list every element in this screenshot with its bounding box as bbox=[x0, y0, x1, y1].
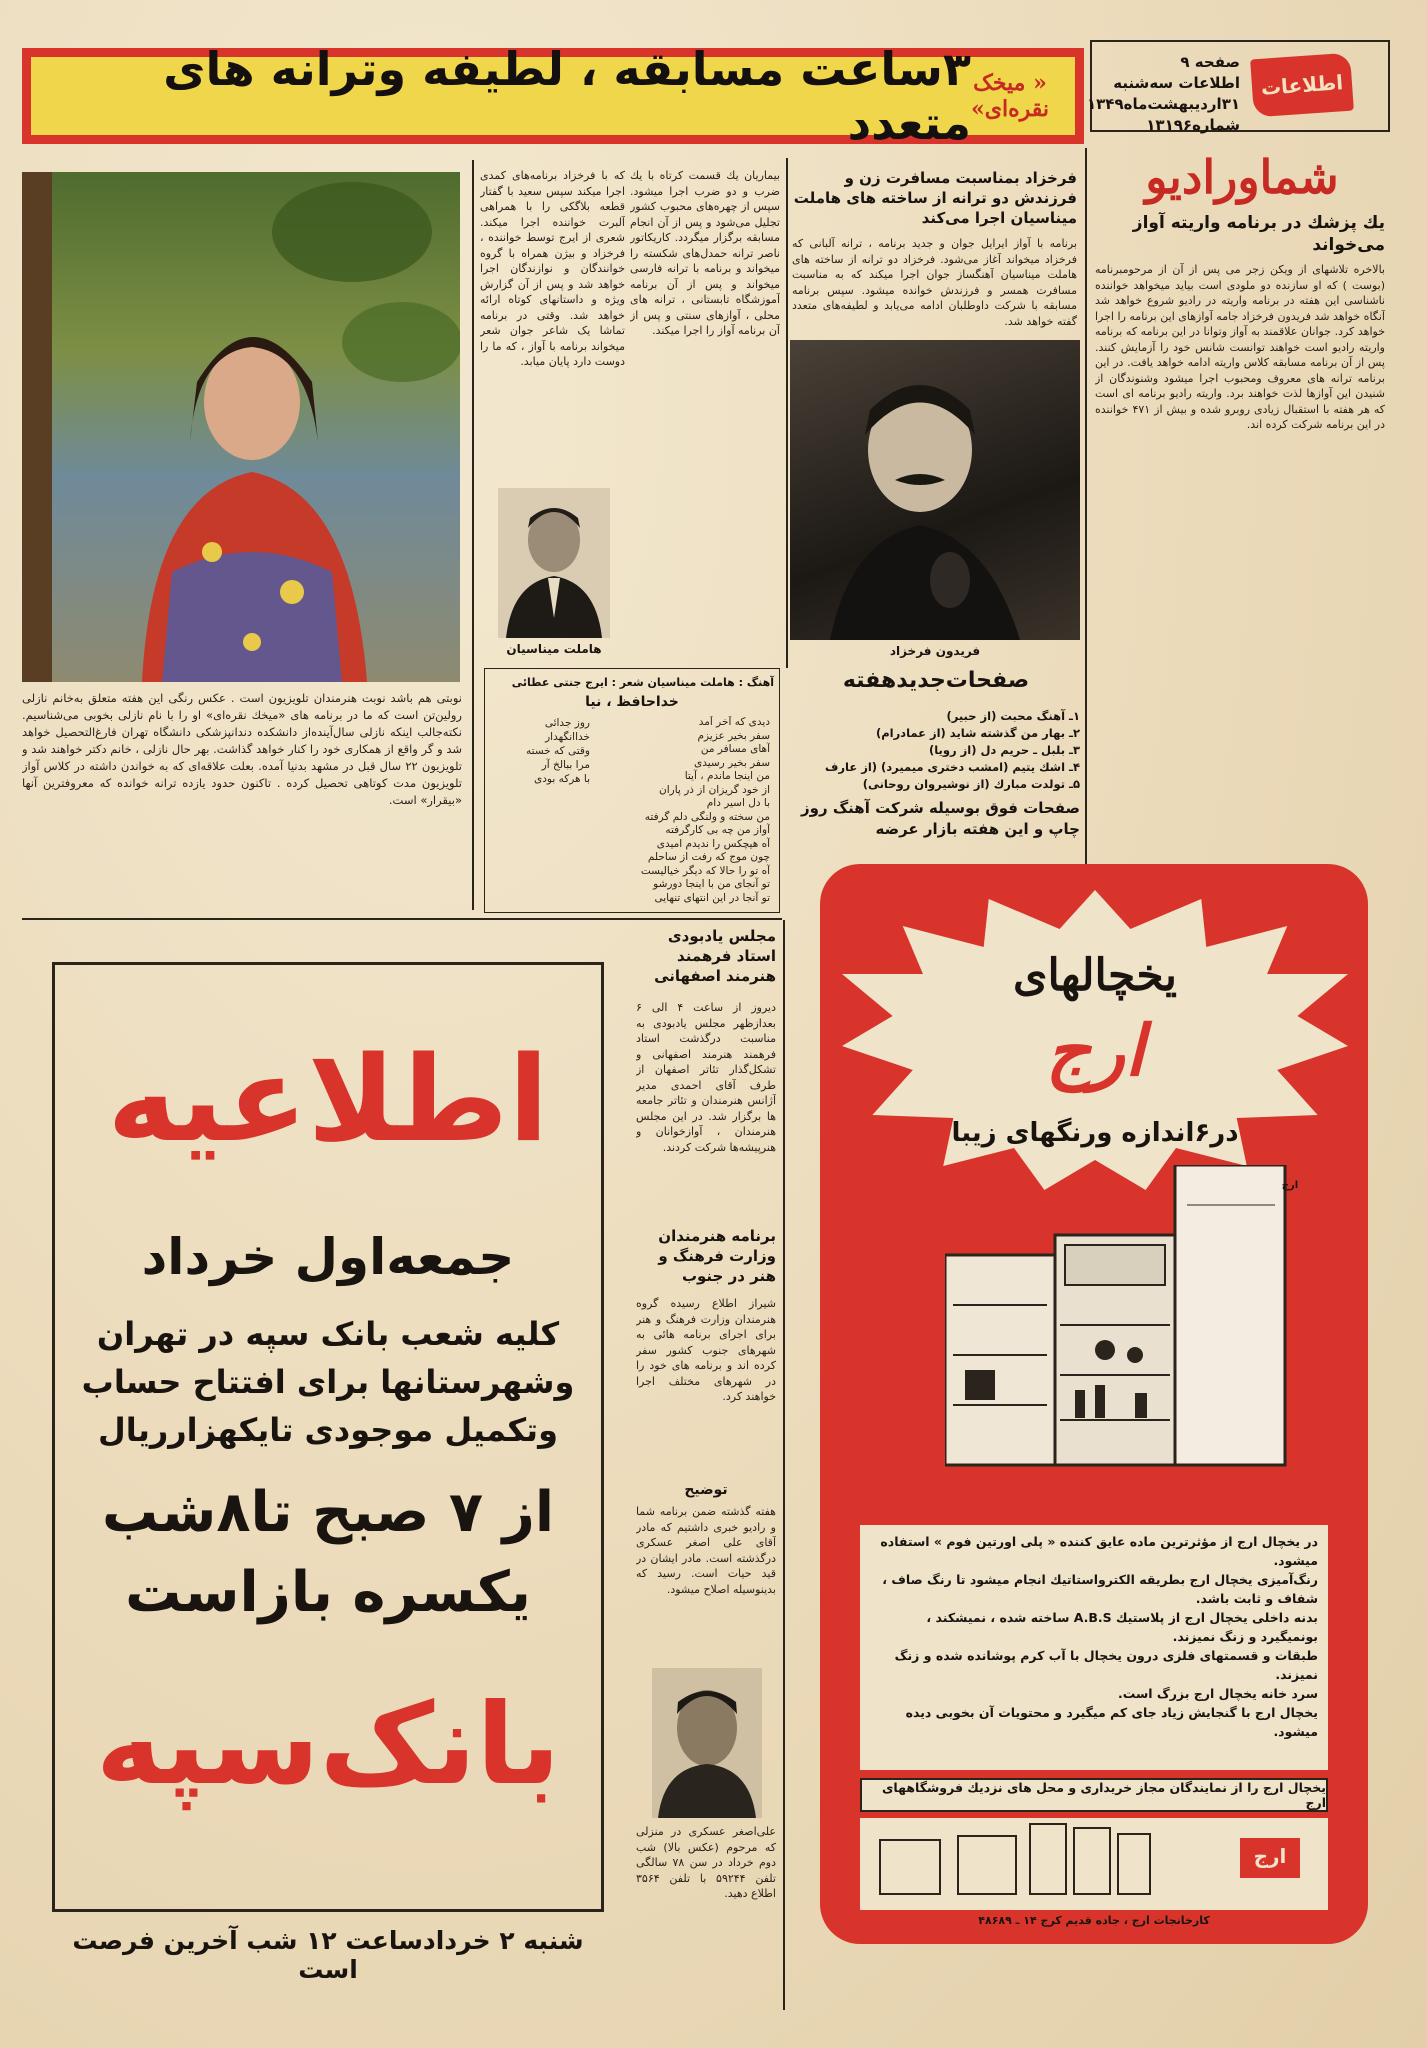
poem-title: خداحافظ ، نیا bbox=[585, 694, 679, 710]
feature-item: در یخچال ارج از مؤثرترین ماده عایق کننده « پلی اورتین فوم » استفاده میشود. bbox=[880, 1534, 1318, 1568]
memorial-photo-caption: علی‌اصغر عسکری در منزلی که مرحوم (عکس بالا) شب دوم خرداد در سن ۷۸ سالگی تلفن ۵۹۲۴۴ با تلفن ۳۵۶۴ اطلاع دهید. bbox=[636, 1825, 776, 1900]
bank-ad-body bbox=[60, 1310, 596, 1454]
column-rule bbox=[786, 158, 788, 668]
bank-ad-hours: از ۷ صبح تا۸شب bbox=[101, 1480, 555, 1545]
bank-ad-date: جمعه‌اول خرداد bbox=[141, 1228, 515, 1286]
program-tag-line1: « میخک bbox=[973, 70, 1047, 96]
column-rule bbox=[472, 160, 474, 910]
bank-ad-open: یکسره بازاست bbox=[125, 1560, 531, 1625]
list-item: ۳ـ بلبل ـ حریم دل (از رویا) bbox=[928, 743, 1080, 757]
memorial-title: مجلس یادبودی استاد فرهمند هنرمند اصفهانی bbox=[654, 927, 776, 985]
singer-figure-icon bbox=[790, 340, 1080, 640]
farrokhzad-col2: بیماریان یك قسمت كرتاه با یك ضرب و دو ضرب اجرا میشود. سپس از چهره‌های محبوب کشور تجلیل می‌شود و پس از آن انجام مسابقه برگزار میگردد. کاریکاتور ناصر ترانه حمدل‌های شکسته را میخواند و برنامه با ترانه فارسی میخواند و پس از آن برنامه آموزشگاه تابستانی ، ترانه های محلی ، آوازهای سنتی و پس از آن برنامه آواز را اجرا میکند. bbox=[630, 169, 780, 337]
farrokhzad-col3: که با فرخزاد برنامه‌های کمدی اجرا میکند سپس سعید با گفتار قطعه بلاگکی را با همراهی آلبرت خواننده اجرا میکند. شعری از ایرج توسط خواننده ، فرخزاد و بیژن همراه با گروه خوانندگان و نوازندگان اجرا خواهد شد و پس از آن گزارش ویژه و داستانهای کوتاه ارائه خواهد شد. وقتی در برنامه تماشا یک شاعر جوان شعر میخواند برنامه با آواز ، که ما را دوست دارد پایان میابد. bbox=[480, 169, 625, 368]
feature-item: بدنه داخلی یخچال ارج از پلاستیك A.B.S ساخته شده ، نمیشکند ، بونمیگیرد و زنگ نمیزند. bbox=[926, 1610, 1318, 1644]
poem-right-column: دیدی که آخر آمد سفر بخیر عزیزم آهای مسافر من سفر بخیر رسیدی من اینجا ماندم ، آیتا از خود گریزان از ذر پاران با دل اسیر دام من سخته و ولنگی دلم گرفته آواز من چه بی کارگرفته آه هیچکس را ندیدم امیدی چون موج که رفت از ساحلم آه تو را حالا که دیگر خیالیست تو آنجای من با اینجا دورشو تو آنجا در این انتهای تنهایی bbox=[640, 716, 770, 904]
composer-figure-icon bbox=[498, 488, 610, 638]
portrait-figure-icon bbox=[652, 1668, 762, 1818]
program-title: برنامه هنرمندان وزارت فرهنگ و هنر در جنوب bbox=[658, 1227, 776, 1285]
fridge-ad-tagline: در۶اندازه ورنگهای زیبا bbox=[951, 1118, 1239, 1148]
list-item: ۱ـ آهنگ محبت (از حبیر) bbox=[946, 709, 1080, 723]
poem-left-column: روز جدائی خداانگهدار وقتی که خسته مرا ببالخ آر با هرکه بودی bbox=[526, 717, 590, 785]
farrokhzad-body: برنامه با آواز ایرایل جوان و جدید برنامه ، ترانه آلبانی که فرخزاد میخواند آغاز می‌شود. فرخزاد دو ترانه از ساخته های هاملت میناسیان آهنگساز جوان اجرا میکند که به مناسبت مسافرت همسر و فرزندش خوانده میشود. سپس برنامه مسابقه با شرکت داوطلبان ادامه می‌یابد و لطیفه‌های متعدد گفته خواهد شد. bbox=[792, 237, 1077, 328]
program-tag bbox=[971, 70, 1049, 122]
feature-item: رنگ‌آمیزی یخچال ارج بطریقه الکترواستاتیك انجام میشود تا رنگ صاف ، شفاف و ثابت باشد. bbox=[882, 1572, 1318, 1606]
singer-caption: فریدون فرخزاد bbox=[889, 644, 981, 658]
fridge-logo: ارج bbox=[1253, 1844, 1287, 1868]
fridge-illustration bbox=[945, 1165, 1305, 1485]
fridge-ad-footer: کارخانجات ارج ، جاده قدیم کرج ۱۴ ـ ۴۸۶۸۹ bbox=[978, 1914, 1210, 1927]
memorial-photo bbox=[652, 1668, 762, 1818]
program-tag-line2: نقره‌ای» bbox=[971, 96, 1049, 122]
new-pages-list bbox=[792, 708, 1080, 793]
fridge-icon bbox=[945, 1165, 1305, 1485]
farrokhzad-headline: فرخزاد بمناسبت مسافرت زن و فرزندش دو ترانه از ساخته های هاملت میناسیان اجرا می‌کند bbox=[793, 169, 1077, 227]
list-item: ۵ـ تولدت مبارك (از نوشیروان روحانی) bbox=[862, 777, 1080, 791]
fridge-ad-headline: یخچالهای bbox=[1013, 950, 1177, 1001]
composer-caption: هاملت میناسیان bbox=[506, 642, 602, 656]
issue-number: شماره۱۳۱۹۶ bbox=[1146, 116, 1240, 134]
section-rule bbox=[22, 918, 782, 920]
feature-item: طبقات و قسمتهای فلزی درون یخچال با آب کرم پوشانده شده و زنگ نمیزند. bbox=[894, 1648, 1318, 1682]
page-number: صفحه ۹ bbox=[1180, 53, 1240, 71]
column-rule bbox=[783, 920, 785, 2010]
fridge-ad-brand: ارج bbox=[1045, 1010, 1145, 1092]
bank-ad-footer: شنبه ۲ خردادساعت ۱۲ شب آخرین فرصت است bbox=[72, 1926, 584, 1984]
clarification-title: توضیح bbox=[684, 1482, 728, 1498]
radio-section-title: شماورادیو bbox=[1145, 150, 1339, 204]
feature-item: سرد خانه یخچال ارج بزرگ است. bbox=[1118, 1686, 1318, 1701]
masthead-text bbox=[1087, 52, 1240, 136]
clarification-body: هفته گذشته ضمن برنامه شما و رادیو خبری داشتیم که مادر آقای علی اصغر عسکری درگذشته است. مادر ایشان در قید حیات است. رسید که بدینوسیله اصلاح میشود. bbox=[636, 1505, 776, 1596]
new-pages-title: صفحات‌جدیدهفته bbox=[842, 668, 1030, 693]
bank-ad-line2: وشهرستانها برای افتتاح حساب bbox=[81, 1363, 575, 1401]
actress-figure-icon bbox=[22, 172, 460, 682]
memorial-body: دیروز از ساعت ۴ الی ۶ بعدازظهر مجلس یادبودی به مناسبت درگذشت استاد فرهمند هنرمند اصفهانی و تشکل‌گذار تئاتر اصفهان از طرف آقای احمدی مدیر آژانس هنرمندان و تئاتر جامعه ها برگزار شد. در این مجلس هنرمندان ، آوازخوانان و هنرپیشه‌ها شرکت کردند. bbox=[636, 1001, 776, 1154]
column-rule bbox=[1085, 148, 1087, 908]
singer-photo bbox=[790, 340, 1080, 640]
feature-item: یخچال ارج با گنجایش زیاد جای کم میگیرد و محتویات آن بخوبی دیده میشود. bbox=[905, 1705, 1318, 1739]
program-body: شیراز اطلاع رسیده گروه هنرمندان وزارت فرهنگ و هنر برای اجرای برنامه هائی به شهرهای جنوب کشور سفر کرده اند و برنامه های خود را در شهرهای مختلف اجرا خواهند کرد. bbox=[636, 1297, 776, 1403]
fridge-bottom-banner: یخچال ارج را از نمایندگان مجاز خریداری و محل های نزدیك فروشگاههای ارج bbox=[860, 1778, 1328, 1812]
radio-article-body: بالاخره تلاشهای از ویكن زجر می پس از آن از مرحومبرنامه (بوست ) که او سازنده دو ملودی است بیاید میخواهد خواننده ناشناسی این هفته در برنامه واریته در رادیو شروع خواهد شد آنگاه خواهد شد فریدون فرخزاد جامه آوازهای این برنامه را اجرا خواهد کرد. جوانان علاقمند به آواز وتوانا در این برنامه که برنامه واریته رادیو است خواهند توانست شانس خود را آزمایش کنند. پس از آن برنامه مسابقه کلاس واریته ادامه خواهد یافت. در این برنامه ترانه های معروف ومحبوب اجرا میشود وشنوندگان از شنیدن این آوازها لذت خواهند برد. واریته رادیو برنامه ای است که هر هفته با استقبال زیادی روبرو شده و بیش از ۴۷۱ خواننده در این برنامه شرکت کرده اند. bbox=[1095, 263, 1385, 431]
bank-ad-line3: وتکمیل موجودی تایکهزارریال bbox=[98, 1411, 558, 1449]
new-pages-footer: صفحات فوق بوسیله شرکت آهنگ روز چاپ و این هفته بازار عرضه bbox=[801, 799, 1080, 838]
radio-headline: یك پزشك در برنامه واریته آواز می‌خواند bbox=[1132, 213, 1385, 255]
list-item: ۴ـ اشك یتیم (امشب دختری میمیرد) (از عارف bbox=[825, 760, 1080, 774]
actress-caption: نوبتی هم باشد نوبت هنرمندان تلویزیون است . عکس رنگی این هفته متعلق به‌خانم نازلی رولین‌تن است که ما در برنامه های «میخك نقره‌ای» او را با نام نازلی بخوبی می‌شناسیم. نکته‌جالب اینکه نازلی سال‌آینده‌از دانشکده دندانپزشکی دانشگاه تهران فارغ‌التحصیل خواهد شد و گر واقع از همکاری خود را کنار خواهد گذاشت. بهر حال نازلی ، خانم دکتر خواهند شد و تلویزیون ۲۲ سال قبل در مشهد بدنیا آمده. بعلت علاقه‌ای که به خواندن داشته در کلاس آواز تلویزیون مدت کوتاهی تحصیل کرده . تاکنون حدود یازده ترانه خوانده که معروفترین آنها «بیقرار» است. bbox=[22, 691, 462, 807]
fridge-label: ارج bbox=[1281, 1180, 1299, 1191]
composer-photo bbox=[498, 488, 610, 638]
newspaper-logo: اطلاعات bbox=[1250, 53, 1354, 118]
paper-name: اطلاعات سه‌شنبه bbox=[1113, 74, 1240, 92]
headline-title: ۳ساعت مسابقه ، لطیفه وترانه های متعدد bbox=[163, 42, 971, 150]
bank-ad-line1: کلیه شعب بانک سپه در تهران bbox=[96, 1315, 560, 1353]
bank-ad-heading: اطلاعیه bbox=[107, 1030, 549, 1168]
actress-photo bbox=[22, 172, 460, 682]
poem-heading: آهنگ : هاملت میناسیان شعر : ایرج جنتی عطائی bbox=[511, 676, 774, 689]
fridge-features bbox=[870, 1532, 1318, 1767]
headline-banner bbox=[22, 42, 1084, 150]
list-item: ۲ـ بهار من گذشته شاید (از عمادرام) bbox=[875, 726, 1080, 740]
bank-ad-brand: بانک‌سپه bbox=[95, 1680, 561, 1810]
issue-date: ۳۱اردیبهشت‌ماه۱۳۴۹ bbox=[1087, 95, 1240, 113]
